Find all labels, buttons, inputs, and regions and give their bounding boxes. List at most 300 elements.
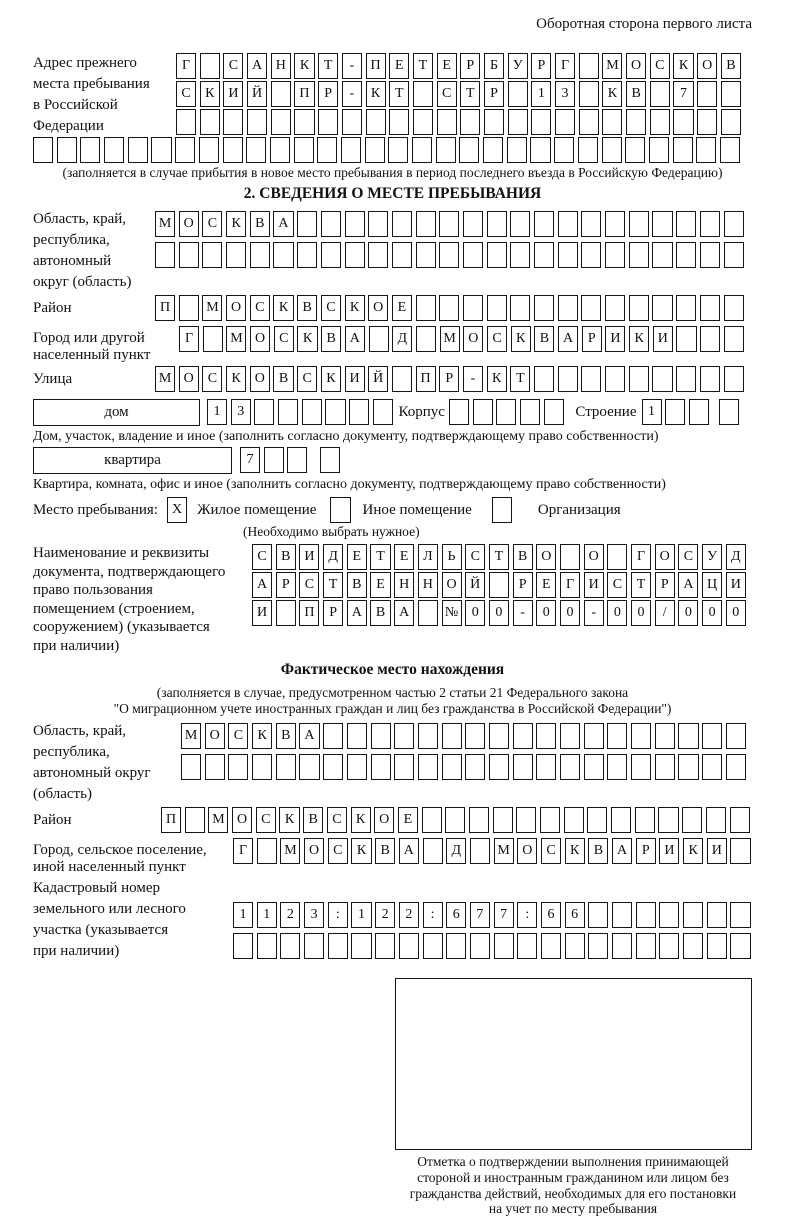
char-box[interactable] (702, 754, 722, 780)
char-box[interactable] (278, 399, 298, 425)
char-box[interactable] (676, 366, 696, 392)
char-box[interactable] (317, 137, 337, 163)
char-box[interactable]: Е (398, 807, 418, 833)
char-box[interactable]: Т (323, 572, 343, 598)
char-box[interactable] (587, 807, 607, 833)
char-box[interactable]: Г (179, 326, 199, 352)
char-box[interactable] (721, 81, 741, 107)
char-box[interactable] (465, 754, 485, 780)
char-box[interactable] (655, 723, 675, 749)
char-box[interactable] (321, 211, 341, 237)
fact-raion-row[interactable] (161, 807, 753, 833)
char-box[interactable] (516, 807, 536, 833)
char-box[interactable] (469, 807, 489, 833)
char-box[interactable]: К (351, 838, 371, 864)
char-box[interactable]: Т (631, 572, 651, 598)
char-box[interactable] (510, 211, 530, 237)
char-box[interactable] (463, 295, 483, 321)
char-box[interactable]: К (345, 295, 365, 321)
char-box[interactable]: К (226, 211, 246, 237)
char-box[interactable] (470, 838, 490, 864)
char-box[interactable]: И (653, 326, 673, 352)
char-box[interactable]: М (208, 807, 228, 833)
oblast-row-1[interactable] (155, 211, 747, 237)
char-box[interactable]: И (726, 572, 746, 598)
char-box[interactable]: Р (513, 572, 533, 598)
char-box[interactable] (719, 399, 739, 425)
char-box[interactable] (280, 933, 300, 959)
char-box[interactable] (460, 109, 480, 135)
char-box[interactable]: В (273, 366, 293, 392)
char-box[interactable] (678, 723, 698, 749)
char-box[interactable] (649, 137, 669, 163)
char-box[interactable] (233, 933, 253, 959)
char-box[interactable] (584, 723, 604, 749)
char-box[interactable]: О (232, 807, 252, 833)
char-box[interactable]: Д (392, 326, 412, 352)
char-box[interactable] (264, 447, 284, 473)
char-box[interactable] (707, 902, 727, 928)
char-box[interactable]: Р (439, 366, 459, 392)
char-box[interactable] (581, 295, 601, 321)
raion-row[interactable] (155, 295, 747, 321)
korpus-boxes[interactable] (449, 399, 567, 425)
char-box[interactable] (560, 754, 580, 780)
char-box[interactable]: Т (510, 366, 530, 392)
char-box[interactable] (626, 109, 646, 135)
char-box[interactable]: О (250, 366, 270, 392)
char-box[interactable] (371, 723, 391, 749)
char-box[interactable]: М (155, 366, 175, 392)
char-box[interactable]: 6 (541, 902, 561, 928)
char-box[interactable]: К (683, 838, 703, 864)
char-box[interactable] (33, 137, 53, 163)
char-box[interactable]: С (328, 838, 348, 864)
stroenie-boxes[interactable] (642, 399, 713, 425)
char-box[interactable] (534, 242, 554, 268)
char-box[interactable] (483, 137, 503, 163)
char-box[interactable]: К (487, 366, 507, 392)
char-box[interactable] (602, 109, 622, 135)
char-box[interactable]: И (252, 600, 272, 626)
char-box[interactable] (579, 53, 599, 79)
char-box[interactable] (442, 754, 462, 780)
char-box[interactable] (730, 807, 750, 833)
char-box[interactable]: - (584, 600, 604, 626)
char-box[interactable] (250, 242, 270, 268)
char-box[interactable] (459, 137, 479, 163)
char-box[interactable] (581, 211, 601, 237)
char-box[interactable] (320, 447, 340, 473)
char-box[interactable] (299, 754, 319, 780)
char-box[interactable]: 3 (231, 399, 251, 425)
char-box[interactable] (605, 366, 625, 392)
char-box[interactable]: О (697, 53, 717, 79)
char-box[interactable] (446, 933, 466, 959)
char-box[interactable] (297, 211, 317, 237)
char-box[interactable]: К (673, 53, 693, 79)
char-box[interactable]: С (541, 838, 561, 864)
char-box[interactable] (323, 723, 343, 749)
char-box[interactable] (375, 933, 395, 959)
char-box[interactable]: Т (389, 81, 409, 107)
char-box[interactable] (558, 211, 578, 237)
char-box[interactable] (257, 838, 277, 864)
char-box[interactable] (369, 326, 389, 352)
char-box[interactable]: М (494, 838, 514, 864)
char-box[interactable]: К (273, 295, 293, 321)
char-box[interactable]: 7 (494, 902, 514, 928)
char-box[interactable]: 7 (673, 81, 693, 107)
char-box[interactable] (494, 933, 514, 959)
char-box[interactable] (104, 137, 124, 163)
char-box[interactable]: Р (582, 326, 602, 352)
char-box[interactable] (555, 109, 575, 135)
char-box[interactable] (707, 933, 727, 959)
char-box[interactable]: С (321, 295, 341, 321)
char-box[interactable]: 3 (555, 81, 575, 107)
char-box[interactable] (629, 366, 649, 392)
char-box[interactable] (558, 242, 578, 268)
char-box[interactable]: К (366, 81, 386, 107)
char-box[interactable] (341, 137, 361, 163)
char-box[interactable]: К (602, 81, 622, 107)
char-box[interactable]: О (304, 838, 324, 864)
char-box[interactable] (493, 807, 513, 833)
char-box[interactable] (179, 242, 199, 268)
char-box[interactable] (176, 109, 196, 135)
char-box[interactable] (676, 295, 696, 321)
char-box[interactable] (676, 211, 696, 237)
char-box[interactable] (449, 399, 469, 425)
char-box[interactable]: - (342, 81, 362, 107)
char-box[interactable] (345, 211, 365, 237)
char-box[interactable] (658, 807, 678, 833)
char-box[interactable] (442, 723, 462, 749)
kadastr-row-1[interactable] (233, 902, 754, 928)
char-box[interactable] (534, 366, 554, 392)
char-box[interactable] (423, 933, 443, 959)
char-box[interactable] (257, 933, 277, 959)
char-box[interactable] (345, 242, 365, 268)
char-box[interactable]: Р (636, 838, 656, 864)
char-box[interactable] (564, 807, 584, 833)
char-box[interactable]: Е (347, 544, 367, 570)
char-box[interactable] (368, 242, 388, 268)
char-box[interactable]: Ц (702, 572, 722, 598)
char-box[interactable] (507, 137, 527, 163)
char-box[interactable]: Й (368, 366, 388, 392)
char-box[interactable] (371, 754, 391, 780)
char-box[interactable]: С (223, 53, 243, 79)
char-box[interactable] (689, 399, 709, 425)
kvartira-type-box[interactable]: квартира (33, 447, 232, 474)
char-box[interactable]: П (294, 81, 314, 107)
char-box[interactable]: Р (655, 572, 675, 598)
char-box[interactable] (726, 723, 746, 749)
char-box[interactable]: К (200, 81, 220, 107)
char-box[interactable]: С (327, 807, 347, 833)
char-box[interactable] (271, 81, 291, 107)
dom-extra-box[interactable] (719, 399, 743, 425)
char-box[interactable] (652, 295, 672, 321)
char-box[interactable] (489, 572, 509, 598)
char-box[interactable]: Е (536, 572, 556, 598)
char-box[interactable]: В (347, 572, 367, 598)
char-box[interactable] (697, 109, 717, 135)
char-box[interactable]: Д (726, 544, 746, 570)
char-box[interactable] (487, 242, 507, 268)
char-box[interactable]: Т (489, 544, 509, 570)
char-box[interactable]: А (247, 53, 267, 79)
kvartira-extra-box[interactable] (320, 447, 344, 473)
char-box[interactable]: М (181, 723, 201, 749)
char-box[interactable] (611, 807, 631, 833)
char-box[interactable]: О (250, 326, 270, 352)
char-box[interactable]: Г (560, 572, 580, 598)
checkbox-inoe[interactable] (330, 497, 350, 523)
char-box[interactable] (560, 544, 580, 570)
char-box[interactable]: 3 (304, 902, 324, 928)
fact-oblast-row-1[interactable] (181, 723, 750, 749)
char-box[interactable] (700, 326, 720, 352)
char-box[interactable]: К (629, 326, 649, 352)
dom-number-boxes[interactable] (207, 399, 397, 425)
char-box[interactable]: 1 (257, 902, 277, 928)
char-box[interactable] (612, 902, 632, 928)
char-box[interactable] (487, 295, 507, 321)
char-box[interactable] (724, 366, 744, 392)
document-row-1[interactable] (252, 544, 749, 570)
char-box[interactable] (531, 109, 551, 135)
char-box[interactable]: О (179, 211, 199, 237)
char-box[interactable] (416, 326, 436, 352)
char-box[interactable] (631, 723, 651, 749)
char-box[interactable] (605, 242, 625, 268)
char-box[interactable]: Е (389, 53, 409, 79)
char-box[interactable]: И (299, 544, 319, 570)
char-box[interactable] (200, 109, 220, 135)
char-box[interactable]: О (655, 544, 675, 570)
char-box[interactable] (605, 211, 625, 237)
char-box[interactable]: О (368, 295, 388, 321)
char-box[interactable]: И (659, 838, 679, 864)
char-box[interactable]: П (366, 53, 386, 79)
char-box[interactable] (276, 754, 296, 780)
char-box[interactable] (342, 109, 362, 135)
char-box[interactable]: В (375, 838, 395, 864)
char-box[interactable] (323, 754, 343, 780)
oblast-row-2[interactable] (155, 242, 747, 268)
char-box[interactable]: И (605, 326, 625, 352)
char-box[interactable] (581, 366, 601, 392)
char-box[interactable]: 1 (233, 902, 253, 928)
char-box[interactable] (520, 399, 540, 425)
char-box[interactable]: В (513, 544, 533, 570)
char-box[interactable]: О (463, 326, 483, 352)
char-box[interactable] (175, 137, 195, 163)
char-box[interactable] (368, 211, 388, 237)
char-box[interactable]: О (584, 544, 604, 570)
char-box[interactable] (607, 544, 627, 570)
char-box[interactable] (579, 109, 599, 135)
char-box[interactable] (418, 600, 438, 626)
char-box[interactable]: 0 (465, 600, 485, 626)
char-box[interactable]: В (276, 723, 296, 749)
char-box[interactable] (683, 933, 703, 959)
char-box[interactable] (588, 902, 608, 928)
char-box[interactable]: С (299, 572, 319, 598)
char-box[interactable]: У (508, 53, 528, 79)
char-box[interactable] (202, 242, 222, 268)
char-box[interactable] (676, 326, 696, 352)
char-box[interactable]: О (205, 723, 225, 749)
char-box[interactable] (297, 242, 317, 268)
char-box[interactable] (720, 137, 740, 163)
char-box[interactable]: С (465, 544, 485, 570)
char-box[interactable] (625, 137, 645, 163)
char-box[interactable] (437, 109, 457, 135)
char-box[interactable] (560, 723, 580, 749)
char-box[interactable]: И (707, 838, 727, 864)
char-box[interactable]: Т (318, 53, 338, 79)
char-box[interactable]: В (321, 326, 341, 352)
char-box[interactable]: - (513, 600, 533, 626)
char-box[interactable] (534, 211, 554, 237)
char-box[interactable] (508, 81, 528, 107)
char-box[interactable]: Л (418, 544, 438, 570)
char-box[interactable] (422, 807, 442, 833)
char-box[interactable]: - (463, 366, 483, 392)
char-box[interactable] (487, 211, 507, 237)
char-box[interactable]: О (374, 807, 394, 833)
char-box[interactable]: С (437, 81, 457, 107)
document-row-2[interactable] (252, 572, 749, 598)
char-box[interactable]: А (399, 838, 419, 864)
char-box[interactable]: Р (318, 81, 338, 107)
char-box[interactable]: С (250, 295, 270, 321)
char-box[interactable]: С (678, 544, 698, 570)
char-box[interactable] (463, 242, 483, 268)
char-box[interactable] (700, 295, 720, 321)
char-box[interactable] (463, 211, 483, 237)
char-box[interactable] (287, 447, 307, 473)
char-box[interactable]: Р (460, 53, 480, 79)
char-box[interactable] (636, 902, 656, 928)
char-box[interactable]: В (370, 600, 390, 626)
char-box[interactable] (57, 137, 77, 163)
char-box[interactable] (588, 933, 608, 959)
char-box[interactable]: Г (233, 838, 253, 864)
char-box[interactable] (578, 137, 598, 163)
char-box[interactable] (607, 723, 627, 749)
char-box[interactable] (700, 211, 720, 237)
char-box[interactable]: Д (323, 544, 343, 570)
char-box[interactable]: К (279, 807, 299, 833)
char-box[interactable] (541, 933, 561, 959)
char-box[interactable] (730, 902, 750, 928)
char-box[interactable]: П (161, 807, 181, 833)
char-box[interactable]: 0 (607, 600, 627, 626)
char-box[interactable]: В (626, 81, 646, 107)
char-box[interactable] (347, 754, 367, 780)
char-box[interactable]: А (394, 600, 414, 626)
char-box[interactable]: 0 (536, 600, 556, 626)
char-box[interactable]: Е (394, 544, 414, 570)
char-box[interactable]: Б (484, 53, 504, 79)
char-box[interactable] (185, 807, 205, 833)
char-box[interactable] (629, 295, 649, 321)
char-box[interactable] (246, 137, 266, 163)
char-box[interactable]: К (511, 326, 531, 352)
char-box[interactable] (365, 137, 385, 163)
fact-oblast-row-2[interactable] (181, 754, 750, 780)
char-box[interactable] (636, 933, 656, 959)
char-box[interactable] (629, 242, 649, 268)
char-box[interactable] (655, 754, 675, 780)
char-box[interactable] (510, 295, 530, 321)
char-box[interactable]: Н (271, 53, 291, 79)
char-box[interactable] (558, 295, 578, 321)
kadastr-row-2[interactable] (233, 933, 754, 959)
char-box[interactable]: М (440, 326, 460, 352)
char-box[interactable]: О (517, 838, 537, 864)
char-box[interactable] (318, 109, 338, 135)
char-box[interactable] (439, 242, 459, 268)
char-box[interactable]: А (273, 211, 293, 237)
char-box[interactable]: П (416, 366, 436, 392)
char-box[interactable] (416, 211, 436, 237)
char-box[interactable] (205, 754, 225, 780)
char-box[interactable] (607, 754, 627, 780)
char-box[interactable] (724, 242, 744, 268)
char-box[interactable] (536, 754, 556, 780)
char-box[interactable]: К (565, 838, 585, 864)
char-box[interactable]: В (250, 211, 270, 237)
char-box[interactable] (659, 933, 679, 959)
char-box[interactable]: П (155, 295, 175, 321)
char-box[interactable] (413, 81, 433, 107)
char-box[interactable] (399, 933, 419, 959)
char-box[interactable]: С (297, 366, 317, 392)
char-box[interactable] (496, 399, 516, 425)
char-box[interactable] (392, 242, 412, 268)
char-box[interactable] (629, 211, 649, 237)
char-box[interactable]: Г (176, 53, 196, 79)
char-box[interactable]: 1 (207, 399, 227, 425)
char-box[interactable]: 0 (678, 600, 698, 626)
char-box[interactable] (676, 242, 696, 268)
char-box[interactable]: А (558, 326, 578, 352)
char-box[interactable] (726, 754, 746, 780)
char-box[interactable] (706, 807, 726, 833)
char-box[interactable]: В (276, 544, 296, 570)
char-box[interactable] (581, 242, 601, 268)
dom-type-box[interactable]: дом (33, 399, 200, 426)
char-box[interactable]: И (223, 81, 243, 107)
char-box[interactable] (534, 295, 554, 321)
char-box[interactable]: М (155, 211, 175, 237)
checkbox-organizatsiya[interactable] (492, 497, 512, 523)
char-box[interactable]: Е (370, 572, 390, 598)
char-box[interactable]: П (299, 600, 319, 626)
char-box[interactable] (605, 295, 625, 321)
char-box[interactable] (366, 109, 386, 135)
char-box[interactable] (554, 137, 574, 163)
char-box[interactable] (271, 109, 291, 135)
char-box[interactable] (226, 242, 246, 268)
char-box[interactable] (730, 838, 750, 864)
